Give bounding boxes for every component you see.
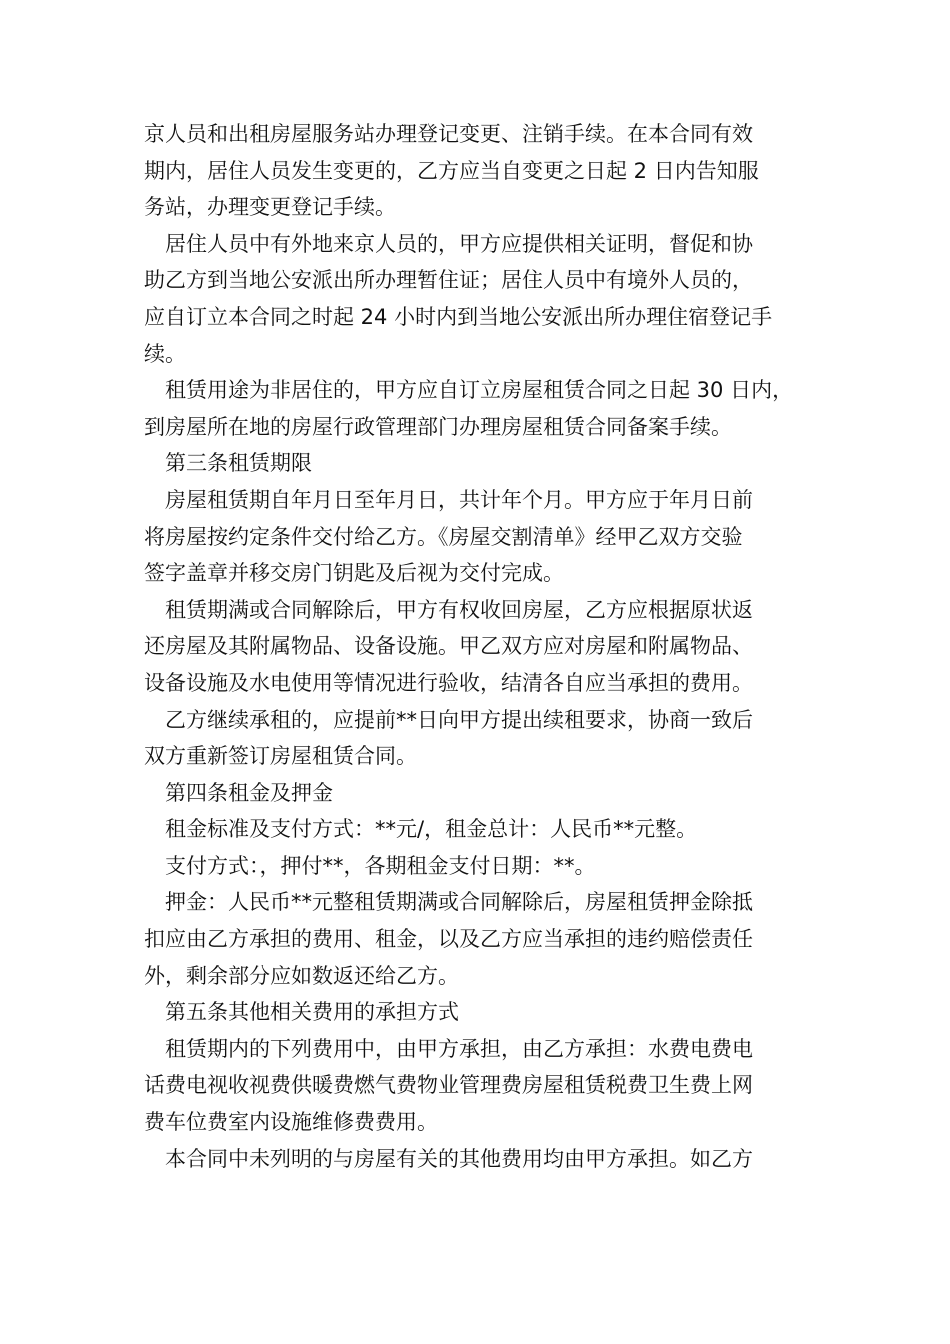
paragraph [144, 811, 824, 848]
text-line: 期内，居住人员发生变更的，乙方应当自变更之日起 2 日内告知服 [144, 158, 759, 183]
text-line: 双方重新签订房屋租赁合同。 [144, 744, 417, 769]
paragraph [144, 1031, 824, 1141]
text-line: 房屋租赁期自年月日至年月日，共计年个月。甲方应于年月日前 [165, 487, 753, 512]
text-line: 将房屋按约定条件交付给乙方。《房屋交割清单》经甲乙双方交验 [144, 524, 743, 549]
text-line: 押金：人民币**元整租赁期满或合同解除后，房屋租赁押金除抵 [165, 890, 753, 915]
paragraph [144, 372, 824, 445]
text-line: 应自订立本合同之时起 24 小时内到当地公安派出所办理住宿登记手 [144, 304, 773, 329]
paragraph [144, 702, 824, 775]
text-line: 本合同中未列明的与房屋有关的其他费用均由甲方承担。如乙方 [165, 1146, 753, 1171]
text-line: 务站，办理变更登记手续。 [144, 195, 396, 220]
text-line: 续。 [144, 341, 186, 366]
text-line: 话费电视收视费供暖费燃气费物业管理费房屋租赁税费卫生费上网 [144, 1073, 753, 1098]
text-line: 租赁期满或合同解除后，甲方有权收回房屋，乙方应根据原状返 [165, 597, 753, 622]
text-line: 扣应由乙方承担的费用、租金，以及乙方应当承担的违约赔偿责任 [144, 927, 753, 952]
text-line: 签字盖章并移交房门钥匙及后视为交付完成。 [144, 561, 564, 586]
text-line: 京人员和出租房屋服务站办理登记变更、注销手续。在本合同有效 [144, 122, 753, 146]
text-line: 乙方继续承租的，应提前**日向甲方提出续租要求，协商一致后 [165, 707, 753, 732]
paragraph [144, 592, 824, 702]
text-line: 第四条租金及押金 [165, 780, 333, 805]
text-line: 支付方式：，押付**，各期租金支付日期：**。 [165, 853, 596, 878]
text-line: 租金标准及支付方式：**元/，租金总计：人民币**元整。 [165, 817, 698, 842]
text-line: 租赁期内的下列费用中，由甲方承担，由乙方承担：水费电费电 [165, 1036, 753, 1061]
paragraph [144, 775, 824, 812]
text-line: 到房屋所在地的房屋行政管理部门办理房屋租赁合同备案手续。 [144, 414, 732, 439]
text-line: 第五条其他相关费用的承担方式 [165, 1000, 459, 1025]
text-line: 外，剩余部分应如数返还给乙方。 [144, 963, 459, 988]
paragraph [144, 116, 824, 226]
paragraph [144, 226, 824, 372]
paragraph [144, 482, 824, 592]
text-line: 设备设施及水电使用等情况进行验收，结清各自应当承担的费用。 [144, 670, 753, 695]
text-line: 助乙方到当地公安派出所办理暂住证；居住人员中有境外人员的， [144, 268, 753, 293]
paragraph [144, 848, 824, 885]
paragraph [144, 445, 824, 482]
paragraph [144, 1141, 824, 1178]
paragraph [144, 994, 824, 1031]
text-line: 居住人员中有外地来京人员的，甲方应提供相关证明，督促和协 [165, 231, 753, 256]
text-line: 还房屋及其附属物品、设备设施。甲乙双方应对房屋和附属物品、 [144, 634, 753, 659]
text-line: 租赁用途为非居住的，甲方应自订立房屋租赁合同之日起 30 日内， [165, 378, 794, 403]
text-line: 第三条租赁期限 [165, 451, 312, 476]
paragraph [144, 884, 824, 994]
document-body [144, 116, 824, 1177]
text-line: 费车位费室内设施维修费费用。 [144, 1110, 438, 1135]
